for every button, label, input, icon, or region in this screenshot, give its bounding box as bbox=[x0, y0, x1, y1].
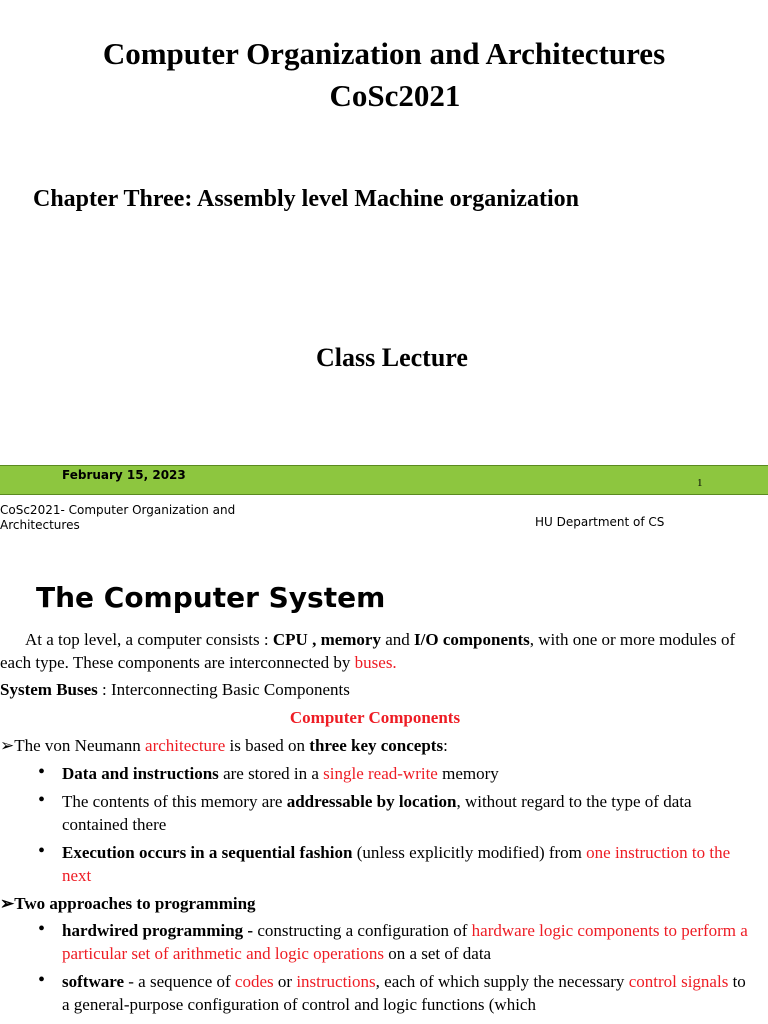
intro-text: At a top level, a computer consists : bbox=[25, 630, 273, 649]
intro-text: , with one or more modules of each type. These components are interconnected by bbox=[0, 630, 736, 672]
components-title: Computer Components bbox=[289, 708, 461, 727]
arrow-bullet-icon: ➢ bbox=[0, 736, 15, 755]
bold-text: addressable by location bbox=[286, 792, 457, 811]
bold-text: Execution occurs in a sequential fashion bbox=[62, 843, 353, 862]
text: to a general-purpose configuration of control and logic functions (which bbox=[62, 972, 746, 1014]
text: - a sequence of bbox=[124, 972, 235, 991]
arrow-bullet-icon: ➢ bbox=[0, 894, 15, 913]
course-code: CoSc2021 bbox=[329, 78, 461, 113]
bullet-icon: • bbox=[38, 918, 46, 940]
red-text: one instruction to the next bbox=[62, 843, 731, 885]
system-buses-label: System Buses bbox=[0, 680, 98, 699]
text: are stored in a bbox=[218, 764, 324, 783]
bullet-item bbox=[62, 762, 752, 785]
system-buses-text: : Interconnecting Basic Components bbox=[97, 680, 350, 699]
text: or bbox=[273, 972, 297, 991]
text: on a set of data bbox=[383, 944, 492, 963]
footer-department: HU Department of CS bbox=[535, 515, 665, 529]
bold-text: hardwired programming - bbox=[62, 921, 258, 940]
red-text: instructions bbox=[296, 972, 376, 991]
section-heading: The Computer System bbox=[36, 581, 386, 614]
text: (unless explicitly modified) from bbox=[352, 843, 587, 862]
red-text: control signals bbox=[628, 972, 729, 991]
red-text: hardware logic components to perform a particular set of arithmetic and logic operations bbox=[62, 921, 748, 963]
bullet-item bbox=[62, 841, 752, 887]
chapter-title: Chapter Three: Assembly level Machine organization bbox=[33, 186, 579, 212]
footer-course: CoSc2021- Computer Organization and Architectures bbox=[0, 503, 236, 532]
bold-text: Data and instructions bbox=[62, 764, 219, 783]
bold-text: three key concepts bbox=[309, 736, 444, 755]
bullet-item bbox=[62, 970, 752, 1016]
slide-date: February 15, 2023 bbox=[62, 468, 186, 482]
slide-title: Computer Organization and Architectures bbox=[102, 36, 666, 71]
von-neumann-line bbox=[0, 734, 448, 757]
red-text: single read-write bbox=[323, 764, 438, 783]
two-approaches-line bbox=[0, 892, 256, 915]
intro-bold-io: I/O components bbox=[414, 630, 530, 649]
red-text: codes bbox=[234, 972, 274, 991]
text: The von Neumann bbox=[14, 736, 146, 755]
text: , without regard to the type of data contained there bbox=[62, 792, 692, 834]
intro-paragraph bbox=[0, 628, 766, 674]
text: The contents of this memory are bbox=[62, 792, 287, 811]
bullet-icon: • bbox=[38, 969, 46, 991]
text: : bbox=[443, 736, 448, 755]
text: , each of which supply the necessary bbox=[375, 972, 629, 991]
text: memory bbox=[437, 764, 499, 783]
page-number: 1 bbox=[697, 477, 703, 489]
intro-text: and bbox=[380, 630, 415, 649]
bold-text: Two approaches to programming bbox=[14, 894, 256, 913]
system-buses-line bbox=[0, 678, 350, 701]
text: is based on bbox=[225, 736, 310, 755]
bullet-item bbox=[62, 919, 752, 965]
lecture-label: Class Lecture bbox=[316, 343, 468, 372]
intro-red-buses: buses. bbox=[354, 653, 397, 672]
intro-bold-cpu-memory: CPU , memory bbox=[272, 630, 381, 649]
bullet-icon: • bbox=[38, 789, 46, 811]
text: constructing a configuration of bbox=[257, 921, 472, 940]
bold-text: software bbox=[62, 972, 124, 991]
red-text: architecture bbox=[145, 736, 226, 755]
bullet-icon: • bbox=[38, 761, 46, 783]
bullet-item bbox=[62, 790, 752, 836]
bullet-icon: • bbox=[38, 840, 46, 862]
